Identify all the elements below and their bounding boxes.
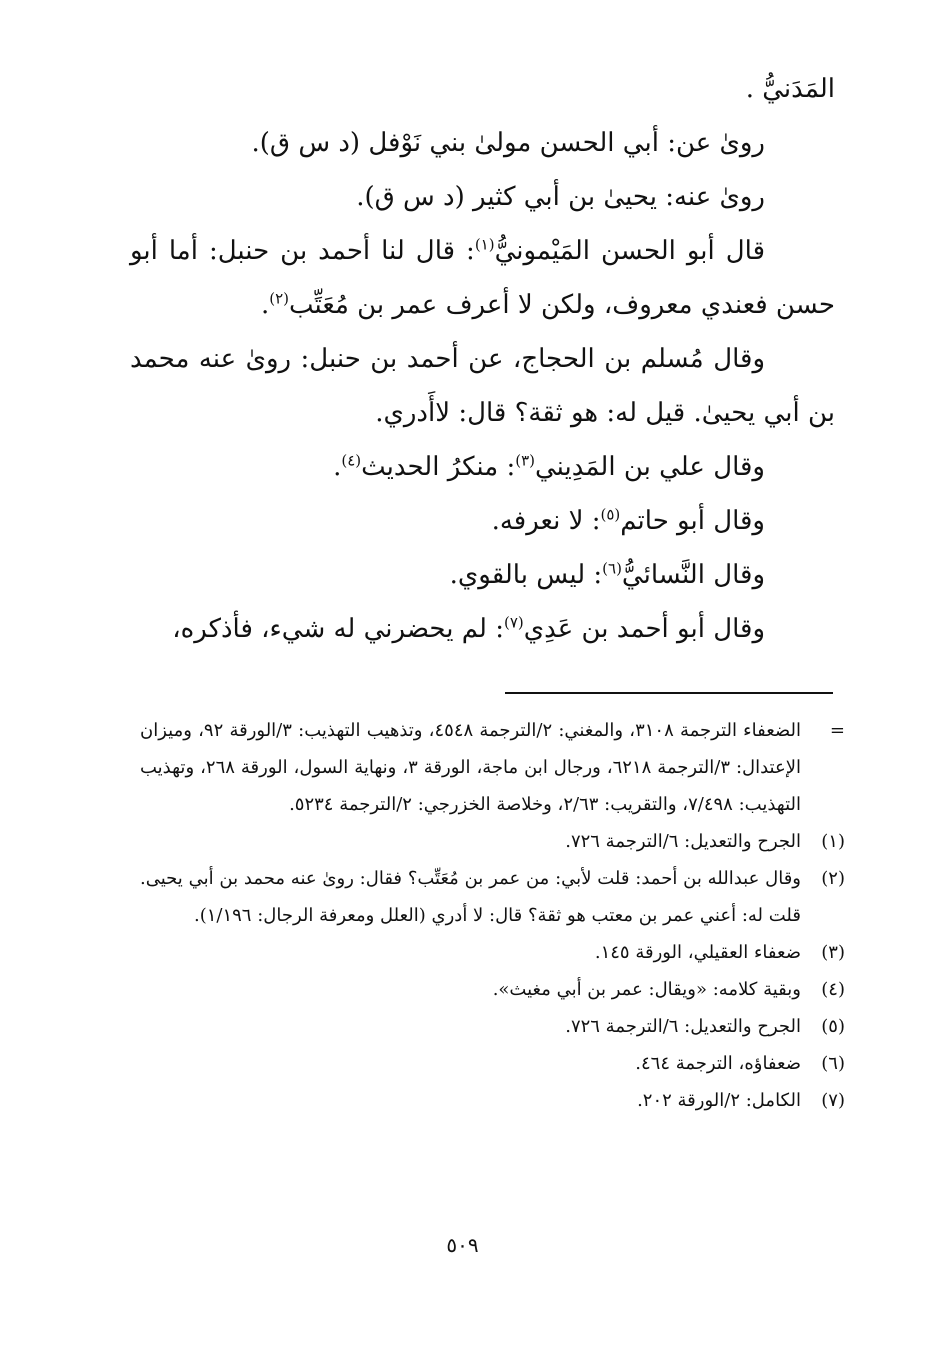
footnote-text: الكامل: ٢/الورقة ٢٠٢. — [637, 1090, 801, 1111]
abuhatim-line: وقال أبو حاتم$^{(٥)}$: لا نعرفه. — [491, 505, 765, 536]
footnote-text: وبقية كلامه: «ويقال: عمر بن أبي مغيث». — [492, 979, 801, 1000]
footnote-6 — [140, 1045, 845, 1082]
footnote-mark: (٧) — [821, 1090, 845, 1111]
footnote-continuation — [140, 712, 845, 823]
footnote-3 — [140, 934, 845, 971]
footnote-ref-6: (٦) — [602, 559, 622, 578]
footnote-text: وقال عبدالله بن أحمد: قلت لأبي: من عمر بن مُعَتِّب؟ فقال: رویٰ عنه محمد بن أبي يحيی. قلت له: أعني عمر بن معتب هو ثقة؟ قال: لا أدري (العلل ومعرفة الرجال: ١/١٩٦). — [140, 868, 801, 926]
footnote-mark: (٦) — [821, 1053, 845, 1074]
main-text — [130, 62, 835, 656]
footnote-mark: (١) — [821, 831, 845, 852]
footnote-ref-5: (٥) — [600, 505, 621, 524]
footnote-text: الضعفاء الترجمة ٣١٠٨، والمغني: ٢/الترجمة ٤٥٤٨، وتذهيب التهذيب: ٣/الورقة ٩٢، وميزان الإعتدال: ٣/الترجمة ٦٢١٨، ورجال ابن ماجة، الورقة ٣، ونهاية السول، الورقة ٢٦٨، وتهذيب التهذيب: ٧/٤٩٨، والتقريب: ٢/٦٣، وخلاصة الخزرجي: ٢/الترجمة ٥٢٣٤. — [140, 720, 802, 815]
footnote-mark: (٥) — [821, 1016, 845, 1037]
rawa-an-line: رویٰ عن: أبي الحسن مولیٰ بني نَوْفل (د س ق). — [251, 128, 765, 158]
rawa-anhu-line: رویٰ عنه: يحییٰ بن أبي كثير (د س ق). — [356, 182, 765, 212]
adi-line: وقال أبو أحمد بن عَدِي$^{(٧)}$: لم يحضرني له شيء، فأذكره، — [172, 613, 765, 644]
maymuni-paragraph: قال أبو الحسن المَيْمونيُّ$^{(١)}$: قال لنا أحمد بن حنبل: أما أبو حسن فعندي معروف، ولكن لا أعرف عمر بن مُعَتِّب$^{(٢)}$. — [130, 235, 835, 320]
footnote-ref-3: (٣) — [515, 451, 535, 470]
footnote-mark: (٤) — [821, 979, 845, 1000]
footnotes — [140, 712, 845, 1119]
footnote-5 — [140, 1008, 845, 1045]
footnote-text: الجرح والتعديل: ٦/الترجمة ٧٢٦. — [565, 831, 801, 852]
muslim-paragraph: وقال مُسلم بن الحجاج، عن أحمد بن حنبل: رویٰ عنه محمد بن أبي يحییٰ. قيل له: هو ثقة؟ قال: لاأَدري. — [130, 344, 835, 428]
footnote-2 — [140, 860, 845, 934]
footnote-4 — [140, 971, 845, 1008]
footnote-separator — [505, 692, 833, 694]
nasai-line: وقال النَّسائيُّ$^{(٦)}$: ليس بالقوي. — [449, 559, 765, 590]
madini-line: وقال علي بن المَدِيني$^{(٣)}$: منكرُ الحديث$^{(٤)}$. — [333, 451, 765, 482]
footnote-mark: (٣) — [821, 942, 845, 963]
footnote-ref-7: (٧) — [503, 613, 524, 632]
footnote-mark: = — [829, 720, 845, 741]
heading-tail: المَدَنيُّ . — [745, 74, 835, 104]
footnote-text: الجرح والتعديل: ٦/الترجمة ٧٢٦. — [565, 1016, 801, 1037]
footnote-1 — [140, 823, 845, 860]
footnote-text: ضعفاؤه، الترجمة ٤٦٤. — [635, 1053, 801, 1074]
page-number: ٥٠٩ — [446, 1233, 479, 1257]
footnote-text: ضعفاء العقيلي، الورقة ١٤٥. — [594, 942, 801, 963]
footnote-ref-1: (١) — [474, 235, 495, 254]
footnote-ref-2: (٢) — [269, 289, 290, 308]
footnote-mark: (٢) — [821, 868, 845, 889]
footnote-7 — [140, 1082, 845, 1119]
footnote-ref-4: (٤) — [341, 451, 362, 470]
